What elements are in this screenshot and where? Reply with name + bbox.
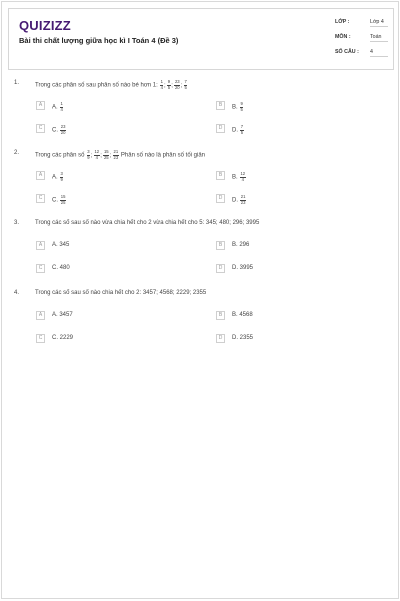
option-letter-box: D (216, 124, 225, 133)
fraction-numerator: 21 (113, 149, 119, 154)
question-fraction (184, 80, 187, 90)
question-fraction (174, 80, 180, 90)
fraction-numerator: 7 (184, 79, 187, 84)
fraction-denominator: 4 (241, 176, 244, 182)
fraction-denominator: 25 (103, 154, 109, 160)
fraction-numerator: 23 (174, 79, 180, 84)
option-label: D. $\frac{7}{5}$ (232, 124, 244, 135)
fraction-denominator: 20 (174, 84, 180, 90)
fraction-separator: ; (171, 82, 173, 89)
option-fraction (240, 125, 243, 135)
fraction-separator: ; (180, 82, 183, 89)
meta-count-key: SỐ CÂU : (335, 49, 359, 55)
fraction-separator: ; (90, 152, 93, 159)
option-letter-box: C (36, 194, 45, 203)
option-fraction (60, 172, 63, 182)
option-label: A. 3457 (52, 312, 73, 318)
fraction-denominator: 5 (240, 106, 243, 112)
quizizz-logo: QUIZIZZ (19, 18, 71, 33)
option-label: C. 2229 (52, 335, 74, 341)
meta-class-value: Lớp 4 (370, 19, 388, 27)
fraction-denominator: 20 (60, 129, 66, 135)
meta-class-key: LỚP : (335, 19, 350, 25)
fraction-numerator: 1 (60, 101, 63, 106)
question-fraction (113, 150, 119, 160)
option-label: D. 3995 (232, 265, 254, 271)
meta-subject-key: MÔN : (335, 34, 351, 40)
option-label: C. 480 (52, 265, 70, 271)
fraction-denominator: 25 (60, 199, 66, 205)
fraction-numerator: 23 (60, 124, 66, 129)
option-letter-box: B (216, 171, 225, 180)
question-fraction (160, 80, 163, 90)
fraction-numerator: 9 (240, 101, 243, 106)
meta-count-value: 4 (370, 49, 388, 57)
option-label: B. 296 (232, 242, 250, 248)
fraction-denominator: 4 (60, 106, 63, 112)
worksheet-title: Bài thi chất lượng giữa học kì I Toán 4 (Đề 3) (19, 36, 179, 45)
option-letter-box: C (36, 264, 45, 273)
fraction-separator: ; (164, 82, 166, 89)
option-letter-box: B (216, 241, 225, 250)
option-fraction (60, 125, 66, 135)
question-text: Trong các số sau số nào chia hết cho 2: 3457; 4568; 2229; 2355 (35, 290, 207, 296)
option-letter-box: D (216, 194, 225, 203)
question-number: 2. (14, 150, 20, 156)
option-letter-box: A (36, 311, 45, 320)
meta-subject-value: Toán (370, 34, 388, 42)
option-letter-box: C (36, 124, 45, 133)
fraction-numerator: 15 (103, 149, 109, 154)
fraction-numerator: 1 (160, 79, 163, 84)
fraction-separator: ; (109, 152, 112, 159)
worksheet-page (1, 1, 399, 599)
fraction-numerator: 3 (60, 171, 63, 176)
fraction-denominator: 5 (167, 84, 171, 90)
option-letter-box: B (216, 311, 225, 320)
fraction-denominator: 4 (160, 84, 163, 90)
question-number: 3. (14, 220, 20, 226)
fraction-denominator: 23 (240, 199, 246, 205)
option-letter-box: C (36, 334, 45, 343)
option-label: C. $\frac{15}{25}$ (52, 194, 66, 205)
option-fraction (240, 195, 246, 205)
question-fraction (94, 150, 100, 160)
question-number: 1. (14, 80, 20, 86)
option-label: B. 4568 (232, 312, 253, 318)
option-letter-box: A (36, 101, 45, 110)
option-fraction (60, 102, 63, 112)
option-label: A. $\frac{1}{4}$ (52, 101, 63, 112)
fraction-denominator: 5 (184, 84, 187, 90)
option-label: B. $\frac{12}{4}$ (232, 171, 246, 182)
question-text: Trong các số sau số nào vừa chia hết cho 2 vừa chia hết cho 5: 345; 480; 296; 3995 (35, 220, 260, 226)
fraction-numerator: 12 (94, 149, 100, 154)
fraction-denominator: 9 (87, 154, 90, 160)
option-letter-box: A (36, 241, 45, 250)
option-fraction (240, 102, 243, 112)
worksheet-header (8, 8, 394, 70)
option-label: B. $\frac{9}{5}$ (232, 101, 243, 112)
option-letter-box: B (216, 101, 225, 110)
option-fraction (60, 195, 66, 205)
question-text: Trong các phân số $\frac{3}{9}$ ; $\frac{12}{4}$ ; $\frac{15}{25}$ ; $\frac{21}{23}$ Phân số nào là phân số tối giản (35, 149, 205, 160)
fraction-numerator: 9 (167, 79, 171, 84)
option-letter-box: D (216, 264, 225, 273)
option-letter-box: D (216, 334, 225, 343)
fraction-denominator: 9 (60, 176, 63, 182)
option-label: A. $\frac{3}{9}$ (52, 171, 63, 182)
fraction-denominator: 5 (240, 129, 244, 135)
option-label: A. 345 (52, 242, 70, 248)
fraction-numerator: 7 (240, 124, 244, 129)
fraction-separator: ; (100, 152, 102, 159)
fraction-denominator: 23 (113, 154, 119, 160)
option-label: D. $\frac{21}{23}$ (232, 194, 246, 205)
question-fraction (87, 150, 90, 160)
question-fraction (103, 150, 109, 160)
fraction-numerator: 15 (60, 194, 66, 199)
fraction-numerator: 21 (240, 194, 246, 199)
option-letter-box: A (36, 171, 45, 180)
fraction-denominator: 4 (95, 154, 98, 160)
option-label: C. $\frac{23}{20}$ (52, 124, 66, 135)
fraction-numerator: 3 (87, 149, 90, 154)
option-fraction (240, 172, 246, 182)
question-number: 4. (14, 290, 20, 296)
option-label: D. 2355 (232, 335, 254, 341)
question-text: Trong các phân số sau phân số nào bé hơn 1: $\frac{1}{4}$ ; $\frac{9}{5}$ ; $\frac{23}{20}$ ; $\frac{7}{5}$ (35, 79, 187, 90)
fraction-numerator: 12 (240, 171, 246, 176)
